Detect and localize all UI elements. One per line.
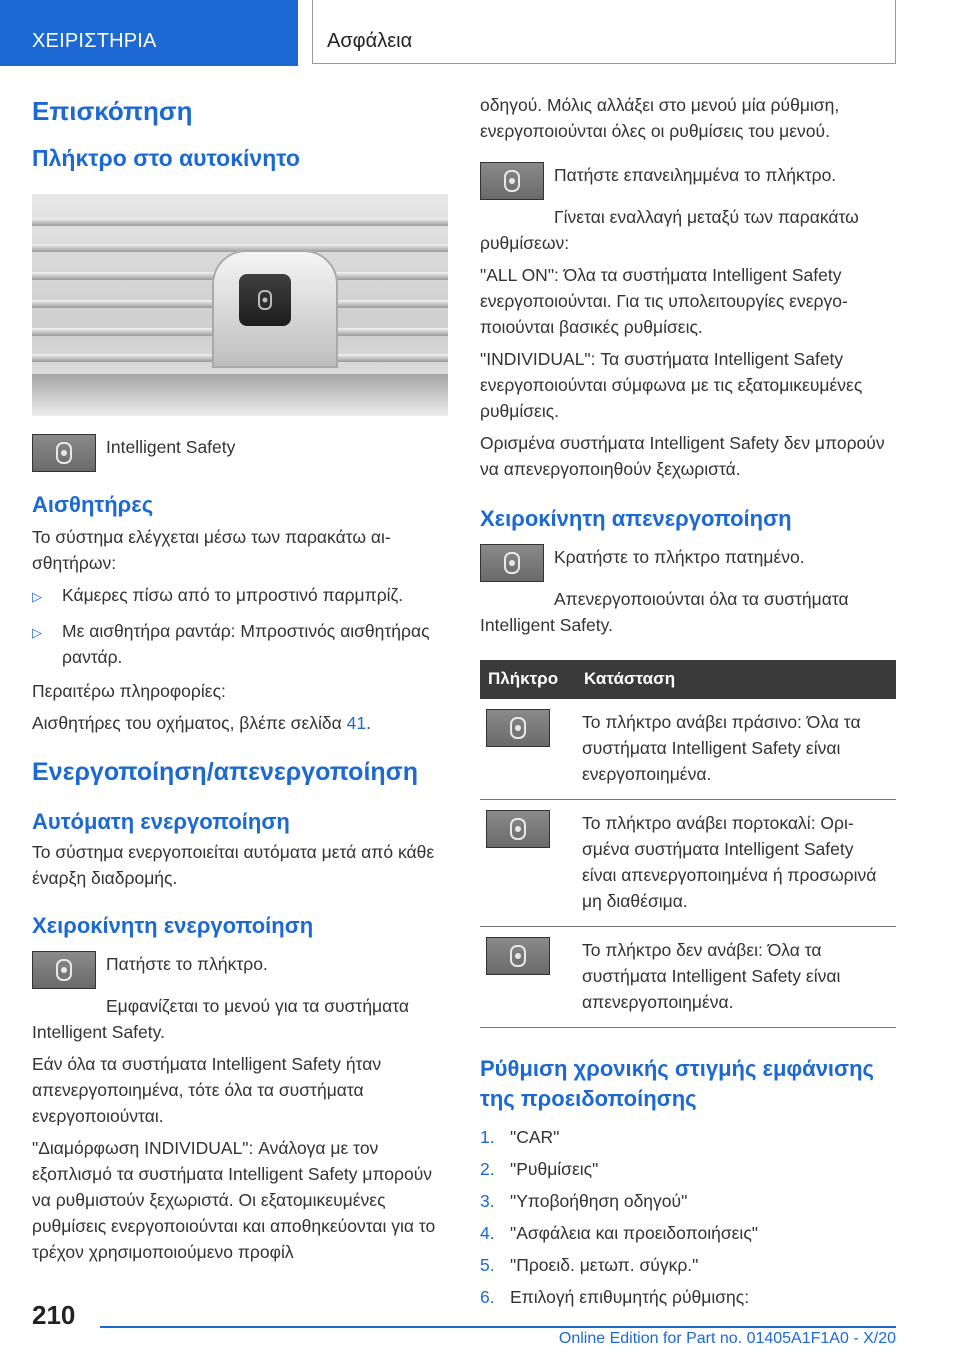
intelligent-safety-button-icon [32,951,96,989]
press-again-text: Πατήστε επανειλημμένα το πλήκτρο. [554,165,837,185]
activation-heading: Ενεργοποίηση/απενεργοποίηση [32,758,419,786]
list-item: 6. Επιλογή επιθυμητής ρύθμισης: [480,1287,750,1307]
grille-button-photo [32,194,448,416]
status-green-text: Το πλήκτρο ανάβει πράσινο: Όλα τα συστήματα Intelligent Safety είναι ενεργοποιημένα. [576,699,896,800]
individual-text: "INDIVIDUAL": Τα συστήματα Intelligent Safety ενεργοποιούνται σύμφωνα με τις εξατομικευμένες ρυθμίσεις. [480,349,863,421]
page-header [0,0,960,66]
intelligent-safety-button-row [32,430,448,472]
intelligent-safety-button-icon [480,162,544,200]
list-item: 4. "Ασφάλεια και προειδοποιήσεις" [480,1223,758,1243]
list-item: 1. "CAR" [480,1127,560,1147]
status-off-text: Το πλήκτρο δεν ανάβει: Όλα τα συστήματα Intelligent Safety είναι απενεργοποιημένα. [576,927,896,1028]
sensors-heading: Αισθητήρες [32,492,154,517]
manual-deactivation-heading: Χειροκίνητη απενεργοποίηση [480,506,792,531]
chapter-tab[interactable]: ΧΕΙΡΙΣΤΗΡΙΑ [0,0,298,66]
left-column [32,96,448,1265]
list-item: 2. "Ρυθμίσεις" [480,1159,599,1179]
auto-activation-heading: Αυτόματη ενεργοποίηση [32,809,290,834]
deactivation-result-text: Απενεργοποιούνται όλα τα συστήματα Intelligent Safety. [480,589,849,635]
intelligent-safety-button-icon [486,937,550,975]
column-header-button: Πλήκτρο [480,660,576,699]
more-info-label: Περαιτέρω πληροφορίες: [32,681,226,701]
intelligent-safety-button-icon [480,544,544,582]
column-header-state: Κατάσταση [576,660,896,699]
deactivation-row [480,540,896,582]
toggle-text: Γίνεται εναλλαγή μεταξύ των παρακάτω ρυθμίσεων: [480,207,859,253]
hold-button-text: Κρατήστε το πλήκτρο πατημένο. [554,547,805,567]
status-orange-text: Το πλήκτρο ανάβει πορτοκαλί: Ορισμένα συστήματα Intelligent Safety είναι απενεργοποιημένα ή προσωρινά μη διαθέσιμα. [576,800,896,927]
steps-list [480,1124,896,1310]
table-row [480,699,896,800]
press-again-row [480,158,896,200]
page-number: 210 [32,1300,76,1330]
menu-appears-text: Εμφανίζεται το μενού για τα συστήματα Intelligent Safety. [32,996,410,1042]
warning-timing-heading: Ρύθμιση χρονικής στιγμής εμφάνισης της προειδοποίησης [480,1056,874,1111]
intelligent-safety-button-icon [32,434,96,472]
overview-heading: Επισκόπηση [32,96,193,126]
manual-paragraph-1: Εάν όλα τα συστήματα Intelligent Safety ήταν απενεργοποιημένα, τότε όλα τα συστήματα ενεργοποιούνται. [32,1054,382,1126]
right-column [480,96,896,1316]
button-caption: Intelligent Safety [106,437,236,457]
table-row [480,927,896,1028]
edition-footer: Online Edition for Part no. 01405A1F1A0 - X/20 [558,1330,896,1347]
triangle-bullet-icon: ▷ [32,625,42,640]
auto-activation-text: Το σύστημα ενεργοποιείται αυτόματα μετά από κάθε έναρξη διαδρομής. [32,842,435,888]
manual-activation-heading: Χειροκίνητη ενεργοποίηση [32,913,314,938]
triangle-bullet-icon: ▷ [32,589,42,604]
table-row [480,800,896,927]
certain-systems-text: Ορισμένα συστήματα Intelligent Safety δεν μπορούν να απενεργοποιηθούν ξεχωριστά. [480,433,885,479]
button-status-table [480,660,896,1028]
list-item: ▷ Με αισθητήρα ραντάρ: Μπροστινός αισθητήρας ραντάρ. [32,618,448,670]
list-item: 3. "Υποβοήθηση οδηγού" [480,1191,688,1211]
sensors-intro: Το σύστημα ελέγχεται μέσω των παρακάτω αισθητήρων: [32,527,391,573]
safety-button-icon [239,274,291,326]
page-link[interactable]: 41 [346,713,367,733]
see-page-reference: Αισθητήρες του οχήματος, βλέπε σελίδα 41. [32,713,371,733]
press-button-text: Πατήστε το πλήκτρο. [106,954,268,974]
section-title: Ασφάλεια [312,0,896,64]
footer-divider [100,1326,896,1328]
intelligent-safety-button-icon [486,810,550,848]
intelligent-safety-button-icon [486,709,550,747]
manual-activation-row [32,947,448,989]
list-item: ▷ Κάμερες πίσω από το μπροστινό παρμπρίζ. [32,582,448,610]
continued-paragraph: οδηγού. Μόλις αλλάξει στο μενού μία ρύθμιση, ενεργοποιούνται όλες οι ρυθμίσεις του μενού. [480,95,840,141]
list-item: 5. "Προειδ. μετωπ. σύγκρ." [480,1255,699,1275]
button-in-vehicle-heading: Πλήκτρο στο αυτοκίνητο [32,145,300,171]
all-on-text: "ALL ON": Όλα τα συστήματα Intelligent Safety ενεργοποιούνται. Για τις υπολειτουργίες ενεργοποιούνται βασικές ρυθμίσεις. [480,265,848,337]
sensors-list [32,582,448,670]
manual-paragraph-2: "Διαμόρφωση INDIVIDUAL": Ανάλογα με τον εξοπλισμό τα συστήματα Intelligent Safety μπορούν να ρυθμιστούν ξεχωριστά. Οι εξατομικευμένες ρυθμίσεις ενεργοποιούνται και αποθηκεύονται για το τρέχον χρησιμοποιούμενο προφίλ [32,1138,436,1262]
